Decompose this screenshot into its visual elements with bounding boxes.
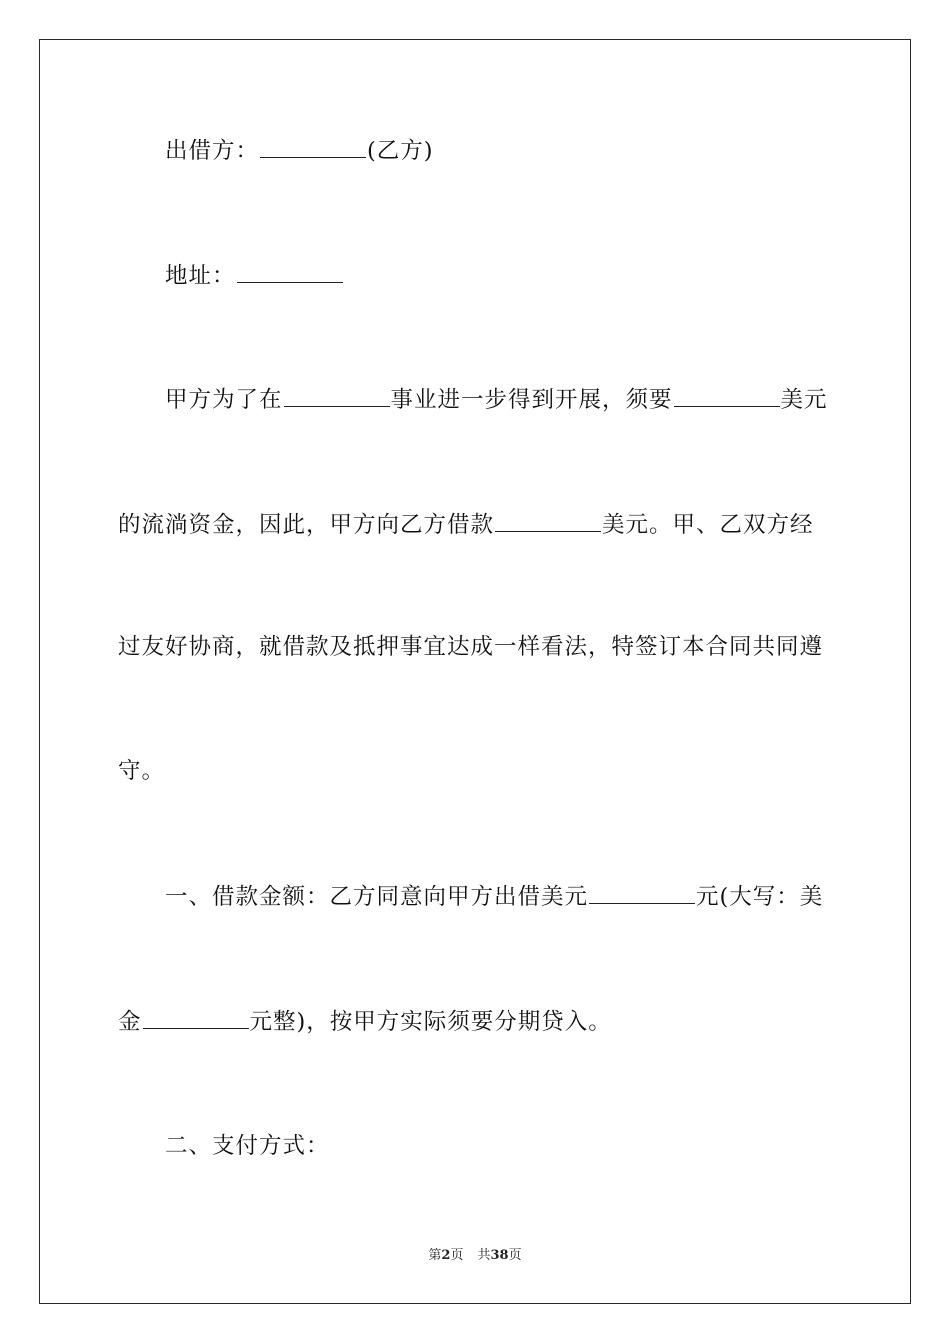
lender-label: 出借方： (165, 138, 260, 164)
page-border (39, 39, 911, 1304)
para1-text-f: 过友好协商，就借款及抵押事宜达成一样看法，特签订本合同共同遵 (118, 634, 824, 660)
footer-page-suffix: 页 (450, 1248, 464, 1263)
clause1-text-b: 元(大写：美 (696, 884, 824, 910)
para1-text-b: 事业进一步得到开展，须要 (390, 387, 673, 413)
clause1-text-d: 元整)，按甲方实际须要分期贷入。 (249, 1009, 612, 1035)
address-line (0, 260, 950, 291)
para1-text-c: 美元 (780, 387, 828, 413)
clause2-title (0, 1131, 950, 1161)
para1-line1 (0, 384, 950, 415)
loan-capital-blank (143, 1006, 249, 1029)
address-blank (237, 260, 343, 283)
lender-blank (260, 135, 366, 158)
footer-total-pages: 38 (490, 1248, 509, 1263)
para1-line3 (0, 632, 950, 662)
clause1-text-a: 一、借款金额：乙方同意向甲方出借美元 (165, 884, 589, 910)
para1-text-a: 甲方为了在 (165, 387, 283, 413)
para1-text-d: 的流淌资金，因此，甲方向乙方借款 (118, 512, 495, 538)
address-label: 地址： (165, 263, 236, 289)
business-blank (284, 384, 390, 407)
para1-line4 (0, 756, 950, 786)
footer-total-prefix: 共 (477, 1248, 491, 1263)
lender-line (0, 135, 950, 166)
page-footer (0, 1247, 950, 1265)
loan-usd-blank (589, 881, 695, 904)
clause2-text: 二、支付方式： (165, 1133, 330, 1159)
para1-text-g: 守。 (118, 758, 166, 784)
footer-page-prefix: 第 (428, 1248, 442, 1263)
clause1-line1 (0, 881, 950, 912)
para1-text-e: 美元。甲、乙双方经 (602, 512, 814, 538)
footer-page-number: 2 (441, 1248, 451, 1263)
para1-line2 (0, 509, 950, 540)
footer-total-suffix: 页 (508, 1248, 522, 1263)
lender-suffix: (乙方) (367, 138, 434, 164)
clause1-line2 (0, 1006, 950, 1037)
loan-amount-blank (495, 509, 601, 532)
amount-needed-blank (674, 384, 780, 407)
clause1-text-c: 金 (118, 1009, 142, 1035)
